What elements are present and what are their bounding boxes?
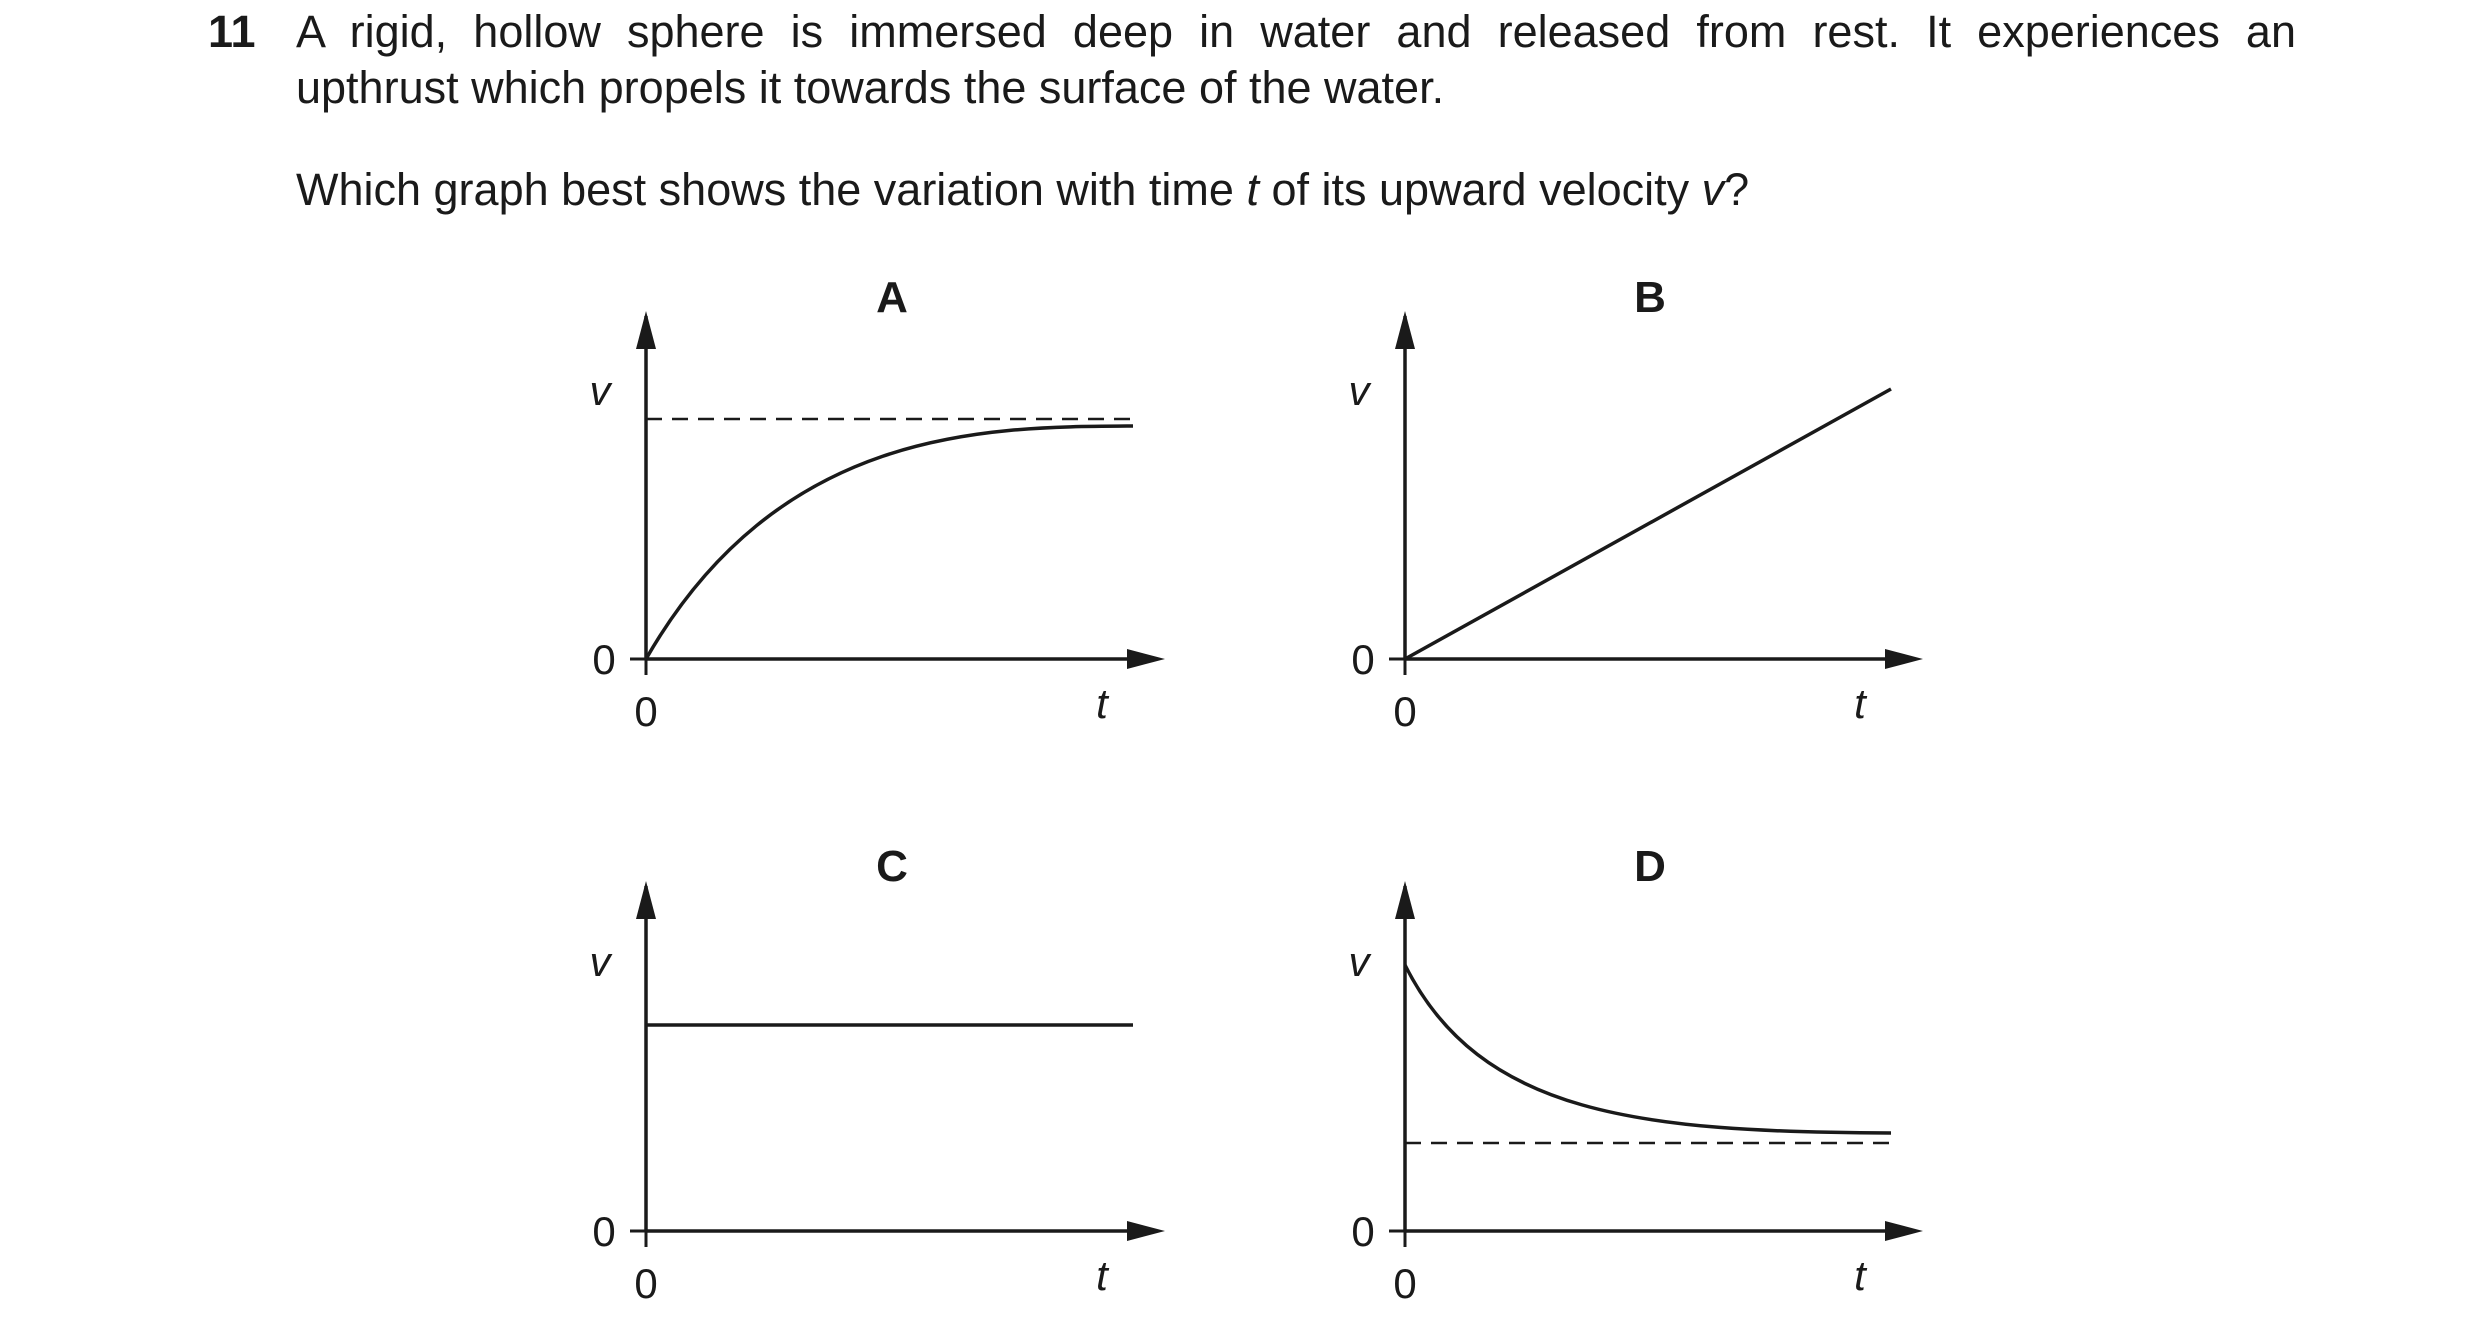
x-origin-label: 0 (1393, 1260, 1417, 1307)
x-axis-arrow-icon (1885, 1221, 1923, 1241)
x-axis-arrow-icon (1127, 1221, 1165, 1241)
x-axis-label: t (1096, 680, 1108, 727)
velocity-curve (646, 426, 1133, 659)
x-origin-label: 0 (634, 1260, 658, 1307)
x-axis-arrow-icon (1885, 649, 1923, 669)
velocity-curve (1405, 965, 1891, 1133)
y-axis-arrow-icon (1395, 881, 1415, 919)
y-axis-label: v (1348, 938, 1370, 985)
graph-b[interactable] (1349, 273, 1924, 735)
x-axis-label: t (1096, 1252, 1108, 1299)
x-axis-label: t (1854, 680, 1866, 727)
velocity-line (1405, 389, 1891, 659)
y-axis-arrow-icon (636, 311, 656, 349)
y-origin-label: 0 (592, 636, 616, 683)
y-axis-label: v (589, 938, 611, 985)
x-axis-arrow-icon (1127, 649, 1165, 669)
option-label-d: D (1634, 842, 1666, 891)
y-origin-label: 0 (1351, 1208, 1375, 1255)
prompt-text-2: of its upward velocity (1258, 164, 1702, 215)
question-stem-line-1: A rigid, hollow sphere is immersed deep in water and released from rest. It experiences an (296, 6, 2296, 57)
question-stem-line-2: upthrust which propels it towards the surface of the water. (296, 62, 1445, 113)
prompt-text-1: Which graph best shows the variation with time (296, 164, 1247, 215)
graph-d[interactable] (1349, 842, 1924, 1307)
y-axis-label: v (589, 367, 611, 414)
prompt-variable-t: t (1246, 164, 1259, 215)
y-axis-arrow-icon (1395, 311, 1415, 349)
prompt-variable-v: v (1701, 164, 1725, 215)
x-origin-label: 0 (634, 688, 658, 735)
y-origin-label: 0 (1351, 636, 1375, 683)
option-label-c: C (876, 842, 908, 891)
graph-a[interactable] (590, 273, 1166, 735)
prompt-text-3: ? (1724, 164, 1750, 215)
x-axis-label: t (1854, 1252, 1866, 1299)
x-origin-label: 0 (1393, 688, 1417, 735)
question-number: 11 (208, 6, 256, 57)
option-label-a: A (876, 273, 908, 322)
y-axis-label: v (1348, 367, 1370, 414)
y-axis-arrow-icon (636, 881, 656, 919)
y-origin-label: 0 (592, 1208, 616, 1255)
graph-c[interactable] (590, 842, 1166, 1307)
option-label-b: B (1634, 273, 1666, 322)
